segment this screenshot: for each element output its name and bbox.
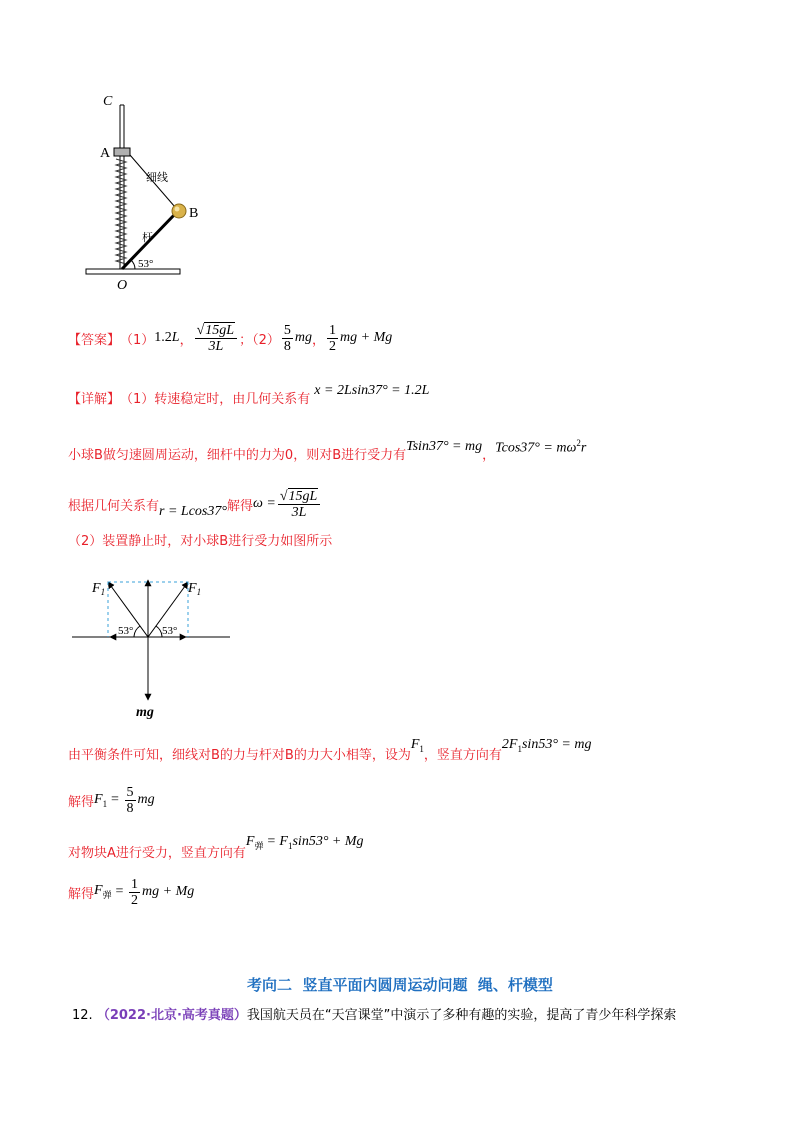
label-f1-left: $F_1$ bbox=[92, 581, 106, 597]
balance-line4-frac bbox=[129, 877, 140, 908]
label-b: B bbox=[189, 206, 199, 221]
answer-frac3-den: 2 bbox=[329, 338, 337, 354]
balance-line2 bbox=[68, 782, 155, 818]
label-o: O bbox=[117, 278, 128, 293]
detail-line3-den: 3L bbox=[291, 504, 307, 520]
label-angle-left: 53° bbox=[118, 625, 134, 637]
balance-line1-text: 由平衡条件可知，细线对B的力与杆对B的力大小相等，设为 bbox=[68, 747, 411, 763]
answer-frac3-num: 1 bbox=[329, 322, 337, 338]
detail-line2-eq2-sup: 2 bbox=[576, 437, 581, 448]
answer-frac2-num: 5 bbox=[283, 322, 291, 338]
balance-line4-sub: 弹 bbox=[102, 889, 112, 900]
answer-frac1-den: 3L bbox=[208, 338, 224, 354]
balance-line3-eq-tail: sin53° + Mg bbox=[292, 834, 364, 850]
balance-line3-eq: = F bbox=[266, 834, 288, 850]
balance-line3-eq-sub: 1 bbox=[287, 840, 293, 851]
detail-line2 bbox=[68, 437, 587, 466]
detail-line3-num: 15gL bbox=[288, 488, 318, 504]
answer-frac1-num: 15gL bbox=[205, 322, 235, 338]
answer-frac2 bbox=[282, 323, 293, 354]
apparatus-figure bbox=[80, 95, 220, 295]
balance-line2-text: 解得 bbox=[68, 794, 95, 810]
balance-line4 bbox=[68, 874, 194, 910]
answer-frac2-tail: mg bbox=[294, 330, 312, 345]
answer-sep3: ， bbox=[312, 332, 326, 348]
detail-line3-text: 根据几何关系有 bbox=[68, 498, 160, 514]
balance-line1-text2: ，竖直方向有 bbox=[423, 747, 502, 763]
balance-line2-den: 8 bbox=[126, 800, 134, 816]
label-f1-right: $F_1$ bbox=[188, 581, 202, 597]
answer-frac3 bbox=[327, 323, 338, 354]
detail-line1 bbox=[68, 384, 429, 410]
balance-line2-frac bbox=[125, 785, 136, 816]
label-string: 细线 bbox=[146, 172, 168, 184]
detail-line2-eq2-tail: r bbox=[580, 440, 587, 456]
balance-line1-eq-tail: sin53° = mg bbox=[521, 736, 592, 752]
balance-line4-eq: = bbox=[114, 884, 125, 899]
balance-line1-eq: 2F bbox=[501, 736, 518, 752]
balance-line1-f: F bbox=[410, 736, 420, 752]
answer-line bbox=[68, 318, 392, 358]
detail-line1-eq: x = 2Lsin37° = 1.2L bbox=[314, 383, 430, 398]
answer-sep1: ， bbox=[179, 332, 193, 348]
force-diagram bbox=[70, 570, 240, 720]
balance-line1-sub: 1 bbox=[419, 743, 424, 754]
answer-sep2: ；（2） bbox=[239, 332, 280, 348]
detail-line1-text: （1）转速稳定时，由几何关系有 bbox=[120, 391, 311, 407]
balance-line4-den: 2 bbox=[131, 892, 139, 908]
detail-line2-eq1: Tsin37° = mg bbox=[406, 439, 483, 454]
label-mg: mg bbox=[136, 705, 154, 720]
detail-line3-mid: 解得 bbox=[226, 498, 253, 514]
balance-line1-eq-sub: 1 bbox=[517, 743, 522, 754]
detail-line3-frac: $\frac{√15gL}{3L}$ bbox=[278, 489, 320, 520]
detail-line4: （2）装置静止时，对小球B进行受力如图所示 bbox=[68, 534, 333, 549]
answer-v1: 1.2 bbox=[154, 330, 172, 345]
label-a: A bbox=[100, 146, 111, 161]
balance-line3-text: 对物块A进行受力，竖直方向有 bbox=[68, 845, 246, 861]
balance-line3-sub: 弹 bbox=[254, 840, 264, 851]
detail-line3-eq: r = Lcos37° bbox=[159, 504, 227, 519]
balance-line2-sub: 1 bbox=[102, 798, 108, 809]
balance-line4-f: F bbox=[94, 883, 103, 899]
detail-line2-text: 小球B做匀速圆周运动，细杆中的力为0，则对B进行受力有 bbox=[68, 447, 407, 463]
question-text: 我国航天员在“天宫课堂”中演示了多种有趣的实验，提高了青少年科学探索 bbox=[246, 1008, 677, 1023]
answer-part1: （1） bbox=[120, 332, 155, 348]
balance-line2-f: F bbox=[94, 791, 103, 807]
detail-tag: 【详解】 bbox=[68, 391, 121, 407]
detail-line2-eq2: Tcos37° = mω bbox=[495, 440, 577, 456]
question-number: 12. bbox=[72, 1008, 93, 1023]
balance-line3-f: F bbox=[245, 834, 255, 850]
label-rod: 杆 bbox=[142, 232, 153, 244]
detail-line2-sep: ， bbox=[482, 447, 496, 463]
section-heading: 考向二 竖直平面内圆周运动问题 绳、杆模型 bbox=[247, 976, 553, 994]
label-angle-right: 53° bbox=[162, 625, 178, 637]
balance-line2-num: 5 bbox=[126, 784, 134, 800]
answer-frac1: $\frac{√15gL}{3L}$ bbox=[195, 323, 237, 354]
balance-line4-text: 解得 bbox=[68, 886, 95, 902]
answer-frac2-den: 8 bbox=[283, 338, 291, 354]
balance-line4-tail: mg + Mg bbox=[142, 884, 195, 899]
question-tag: （2022·北京·高考真题） bbox=[96, 1008, 247, 1023]
question-12 bbox=[72, 1004, 676, 1023]
detail-line3 bbox=[68, 484, 322, 524]
label-c: C bbox=[103, 95, 113, 109]
detail-line3-omega: ω = bbox=[252, 496, 276, 511]
balance-line3 bbox=[68, 834, 364, 864]
answer-frac3-tail: mg + Mg bbox=[340, 330, 393, 345]
label-angle: 53° bbox=[138, 258, 154, 270]
balance-line2-tail: mg bbox=[137, 792, 155, 807]
balance-line4-num: 1 bbox=[131, 876, 139, 892]
answer-v1-var: L bbox=[171, 330, 180, 345]
balance-line1 bbox=[68, 736, 592, 766]
balance-line2-eq: = bbox=[110, 792, 120, 807]
answer-tag: 【答案】 bbox=[68, 332, 121, 348]
